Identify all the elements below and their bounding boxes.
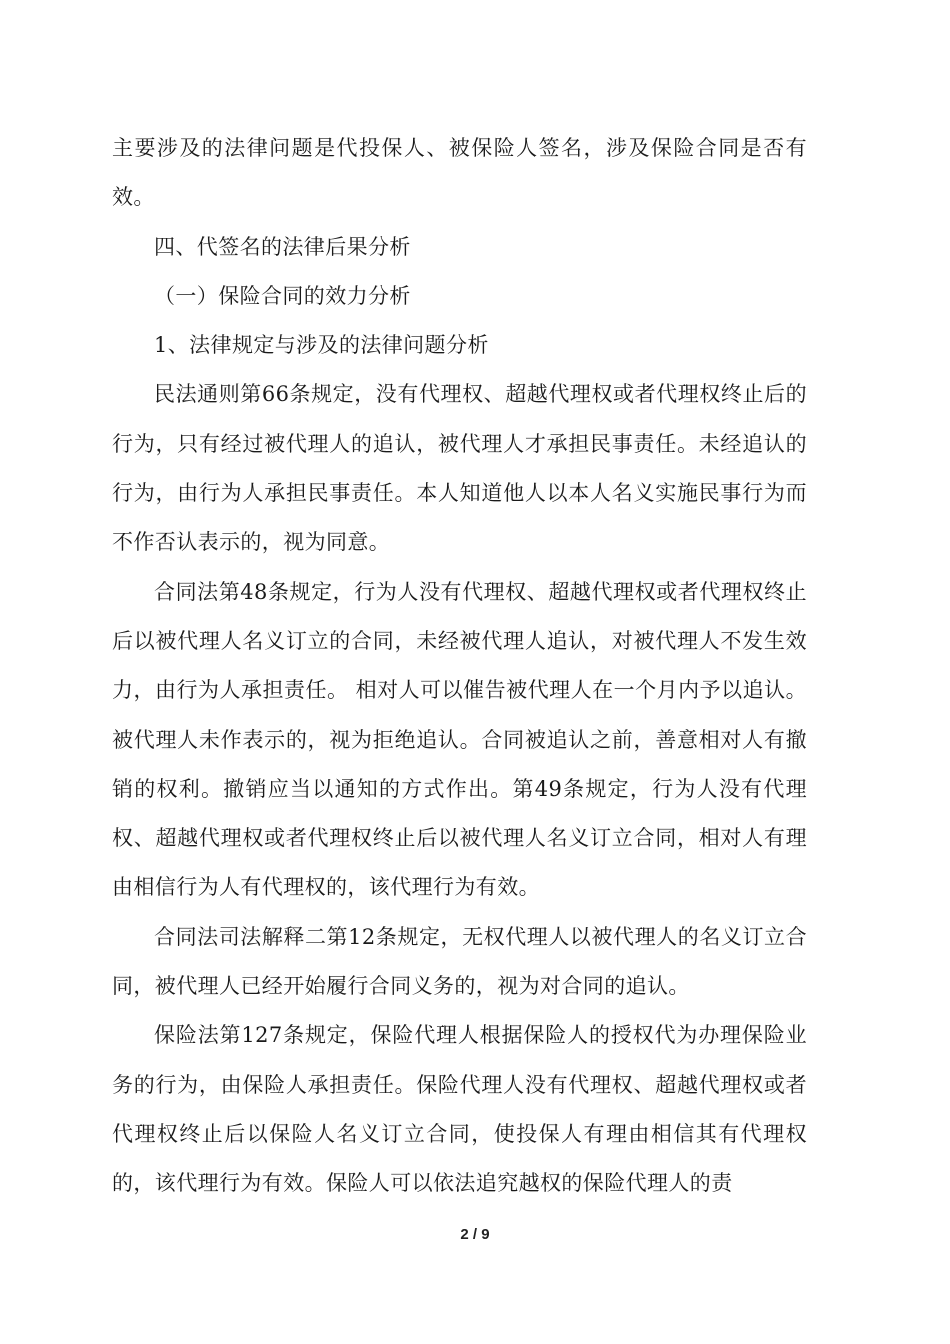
paragraph-civil-law: 民法通则第66条规定，没有代理权、超越代理权或者代理权终止后的行为，只有经过被代理人的追认，被代理人才承担民事责任。未经追认的行为，由行为人承担民事责任。本人知道他人以本人名义实施民事行为而不作否认表示的，视为同意。 xyxy=(112,382,807,555)
document-body xyxy=(112,124,807,1209)
paragraph-contract-law: 合同法第48条规定，行为人没有代理权、超越代理权或者代理权终止后以被代理人名义订立的合同，未经被代理人追认，对被代理人不发生效力，由行为人承担责任。 相对人可以催告被代理人在一个月内予以追认。被代理人未作表示的，视为拒绝追认。合同被追认之前，善意相对人有撤销的权利。撤销应当以通知的方式作出。第49条规定，行为人没有代理权、超越代理权或者代理权终止后以被代理人名义订立合同，相对人有理由相信行为人有代理权的，该代理行为有效。 xyxy=(112,579,807,900)
subsubsection-heading: 1、法律规定与涉及的法律问题分析 xyxy=(154,333,489,358)
subsection-heading: （一）保险合同的效力分析 xyxy=(154,283,411,308)
paragraph-insurance-law: 保险法第127条规定，保险代理人根据保险人的授权代为办理保险业务的行为，由保险人承担责任。保险代理人没有代理权、超越代理权或者代理权终止后以保险人名义订立合同，使投保人有理由相信其有代理权的，该代理行为有效。保险人可以依法追究越权的保险代理人的责 xyxy=(112,1023,807,1196)
page-number: 2 / 9 xyxy=(460,1226,490,1243)
paragraph-judicial-interpretation: 合同法司法解释二第12条规定，无权代理人以被代理人的名义订立合同，被代理人已经开始履行合同义务的，视为对合同的追认。 xyxy=(112,924,807,999)
paragraph-continuation: 主要涉及的法律问题是代投保人、被保险人签名，涉及保险合同是否有效。 xyxy=(112,136,807,210)
section-heading: 四、代签名的法律后果分析 xyxy=(154,234,411,259)
